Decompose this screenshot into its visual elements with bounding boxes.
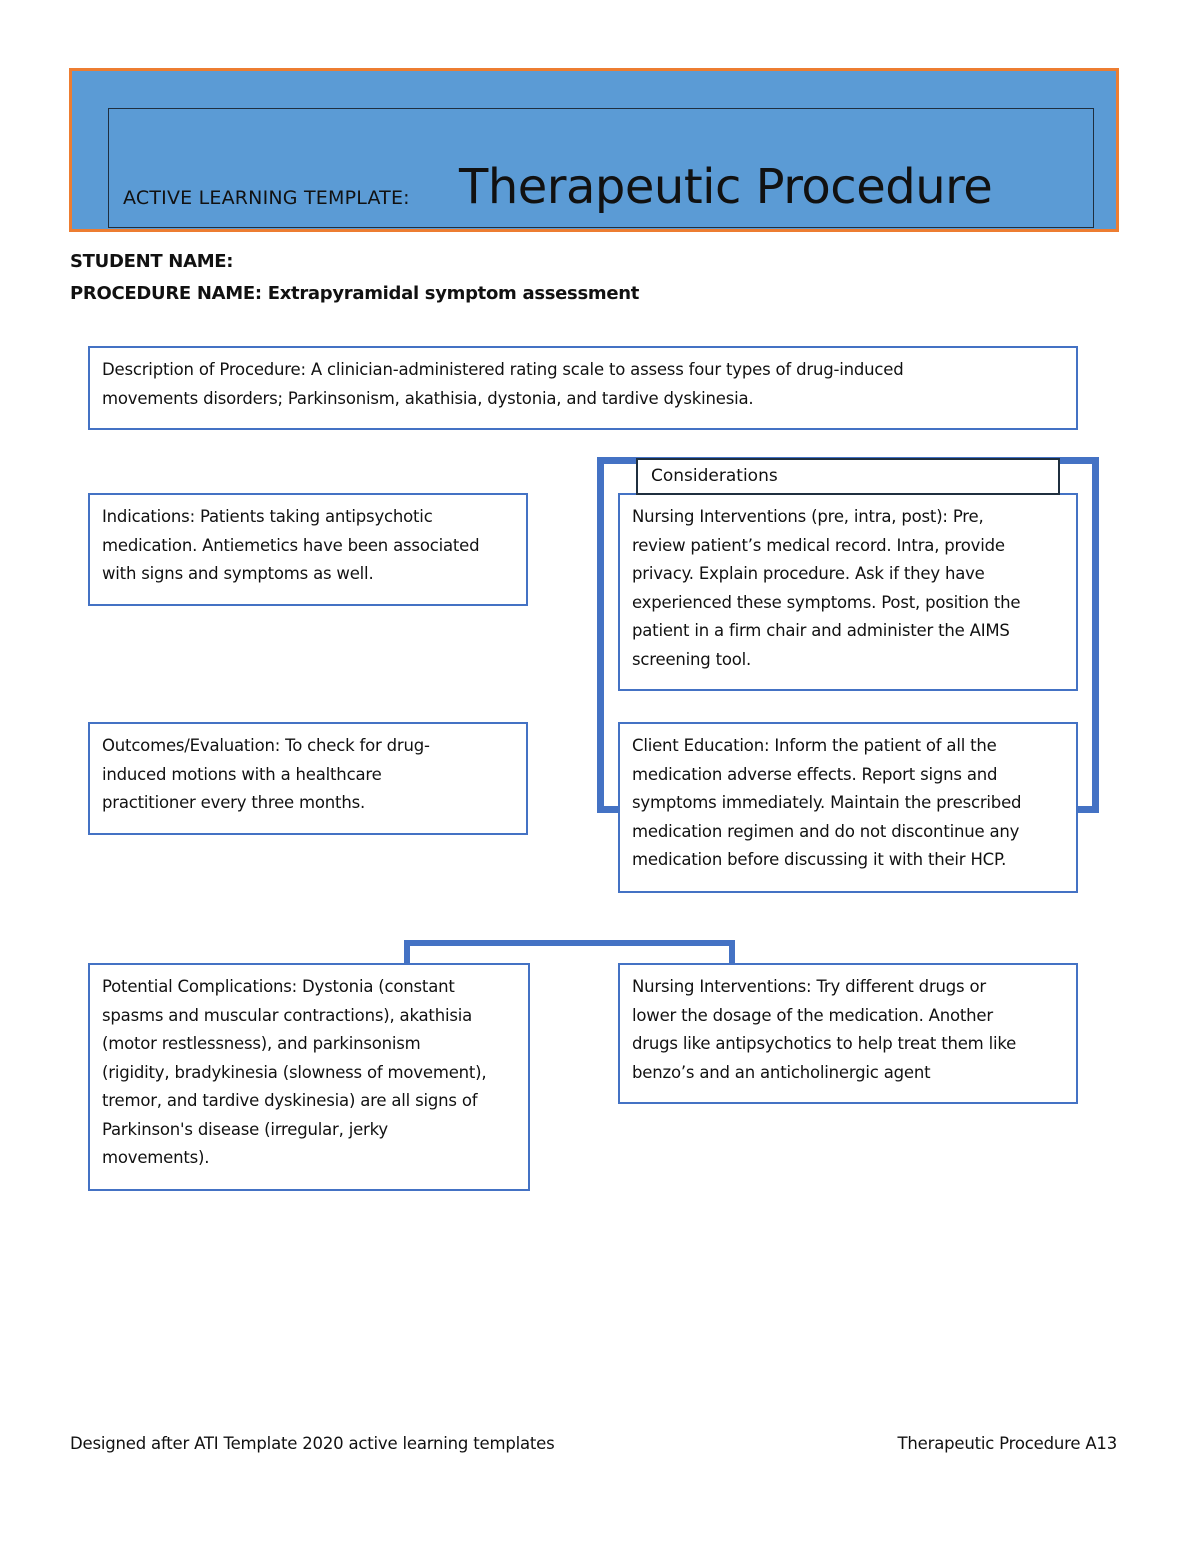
outcomes-text-line: practitioner every three months. — [102, 793, 366, 812]
footer-right-text: Therapeutic Procedure A13 — [897, 1434, 1117, 1453]
complications-text-line: tremor, and tardive dyskinesia) are all signs of — [102, 1091, 478, 1110]
complications-text-line: (motor restlessness), and parkinsonism — [102, 1034, 421, 1053]
complications-text-line: spasms and muscular contractions), akathisia — [102, 1005, 473, 1025]
template-header-band — [69, 68, 1119, 232]
considerations-label: Considerations — [636, 458, 1060, 495]
outcomes-text-line: induced motions with a healthcare — [102, 764, 382, 784]
complication-interventions-text-line: drugs like antipsychotics to help treat them like — [632, 1034, 1017, 1053]
client-education-text-line: medication regimen and do not discontinue any — [632, 821, 1020, 841]
procedure-name-line — [70, 283, 639, 304]
complication-interventions-text-line: lower the dosage of the medication. Another — [632, 1005, 993, 1025]
complication-interventions-text-line: Nursing Interventions: Try different drugs or — [632, 977, 986, 996]
complication-interventions-text-line: benzo’s and an anticholinergic agent — [632, 1062, 931, 1082]
indications-text-line: with signs and symptoms as well. — [102, 564, 374, 583]
template-title-frame — [108, 108, 1094, 228]
outcomes-text-line: Outcomes/Evaluation: To check for drug- — [102, 736, 430, 755]
complications-text-line: movements). — [102, 1148, 210, 1167]
nursing-interventions-text-line: patient in a firm chair and administer the AIMS — [632, 621, 1010, 640]
nursing-interventions-text-line: experienced these symptoms. Post, position the — [632, 592, 1021, 612]
description-text-line: movements disorders; Parkinsonism, akathisia, dystonia, and tardive dyskinesia. — [102, 388, 754, 408]
outcomes-box — [88, 722, 528, 835]
nursing-interventions-text-line: review patient’s medical record. Intra, provide — [632, 535, 1005, 555]
indications-text-line: Indications: Patients taking antipsychotic — [102, 507, 433, 526]
procedure-name-value: Extrapyramidal symptom assessment — [267, 283, 640, 304]
description-box — [88, 346, 1078, 430]
description-text-line: Description of Procedure: A clinician-administered rating scale to assess four types of drug-induced — [102, 360, 904, 379]
nursing-interventions-text-line: privacy. Explain procedure. Ask if they have — [632, 564, 985, 583]
client-education-text-line: symptoms immediately. Maintain the prescribed — [632, 793, 1022, 812]
procedure-name-label: PROCEDURE NAME: — [70, 283, 262, 304]
indications-text-line: medication. Antiemetics have been associated — [102, 535, 480, 555]
nursing-interventions-text-line: Nursing Interventions (pre, intra, post): Pre, — [632, 507, 984, 526]
student-name-line — [70, 251, 233, 272]
indications-box — [88, 493, 528, 606]
complications-connector — [404, 940, 735, 964]
client-education-text-line: medication adverse effects. Report signs and — [632, 764, 998, 784]
student-name-label: STUDENT NAME: — [70, 251, 234, 272]
client-education-text-line: medication before discussing it with their HCP. — [632, 850, 1007, 869]
complications-text-line: Parkinson's disease (irregular, jerky — [102, 1119, 388, 1139]
client-education-box — [618, 722, 1078, 893]
template-title: Therapeutic Procedure — [459, 159, 993, 215]
complication-interventions-box — [618, 963, 1078, 1104]
footer-left-text: Designed after ATI Template 2020 active learning templates — [70, 1434, 555, 1453]
potential-complications-box — [88, 963, 530, 1191]
client-education-text-line: Client Education: Inform the patient of all the — [632, 736, 997, 755]
template-label: ACTIVE LEARNING TEMPLATE: — [123, 187, 410, 209]
complications-text-line: (rigidity, bradykinesia (slowness of movement), — [102, 1062, 487, 1082]
nursing-interventions-text-line: screening tool. — [632, 649, 752, 669]
nursing-interventions-box — [618, 493, 1078, 691]
complications-text-line: Potential Complications: Dystonia (constant — [102, 977, 455, 996]
